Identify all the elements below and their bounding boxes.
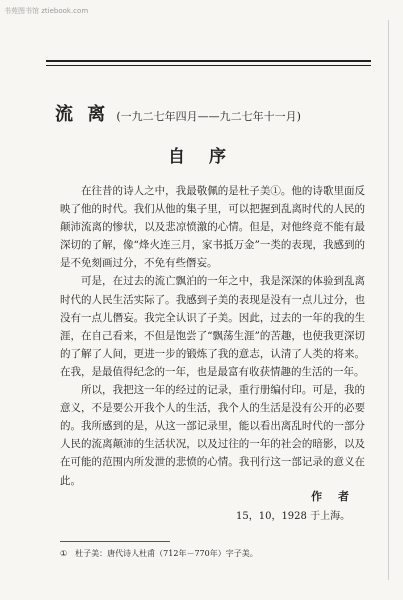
signature-date: 15，10，1928 于上海。 bbox=[236, 511, 351, 522]
footnote bbox=[60, 548, 258, 559]
footnote-divider bbox=[60, 541, 170, 542]
chapter-title: 流 离 bbox=[55, 104, 110, 125]
author-signature: 作 者 bbox=[311, 490, 355, 503]
footnote-text: 杜子美：唐代诗人杜甫（712年－770年）字子美。 bbox=[75, 549, 258, 558]
chapter-heading bbox=[55, 100, 301, 126]
paragraph: 在往昔的诗人之中，我最敬佩的是杜子美①。他的诗歌里面反映了他的时代。我们从他的集子里，可以把握到乱离时代的人民的颠沛流离的惨状，以及悲凉愤激的心情。但是，对他终竟不能有最深切的了解，像“烽火连三月，家书抵万金”一类的表现，我感到的是不免刻画过分，不免有些僭妄。 bbox=[60, 185, 365, 270]
chapter-dates: (一九二七年四月——九二七年十一月) bbox=[116, 110, 301, 123]
header-rule-thick bbox=[46, 60, 371, 62]
paragraph: 可是，在过去的流亡飘泊的一年之中，我是深深的体验到乱离时代的人民生活实际了。我感到子美的表现是没有一点儿过分，也没有一点儿僭妄。我完全认识了子美。因此，过去的一年的我的生涯，在自己看来，不但是饱尝了“飘荡生涯”的苦趣，也使我更深切的了解了人间，更进一步的锻炼了我的意志，认清了人类的将来。在我，是最值得纪念的一年，也是最富有收获情趣的生活的一年。 bbox=[60, 275, 365, 378]
page-edge-line bbox=[388, 20, 389, 580]
preface-body bbox=[60, 182, 365, 490]
footnote-marker: ① bbox=[60, 549, 68, 558]
section-title: 自 序 bbox=[168, 147, 235, 167]
header-rule-thin bbox=[46, 65, 371, 66]
watermark-text: 书苑图书馆 ztiebook.com bbox=[4, 7, 89, 15]
paragraph: 所以，我把这一年的经过的记录，重行册编付印。可是，我的意义，不是要公开我个人的生活，我个人的生活是没有公开的必要的。我所感到的是，从这一部记录里，能以看出离乱时代的一部分人民的流离颠沛的生活状况，以及过往的一年的社会的暗影，以及在可能的范围内所发泄的悲愤的心情。我刊行这一部记录的意义在此。 bbox=[60, 384, 365, 487]
